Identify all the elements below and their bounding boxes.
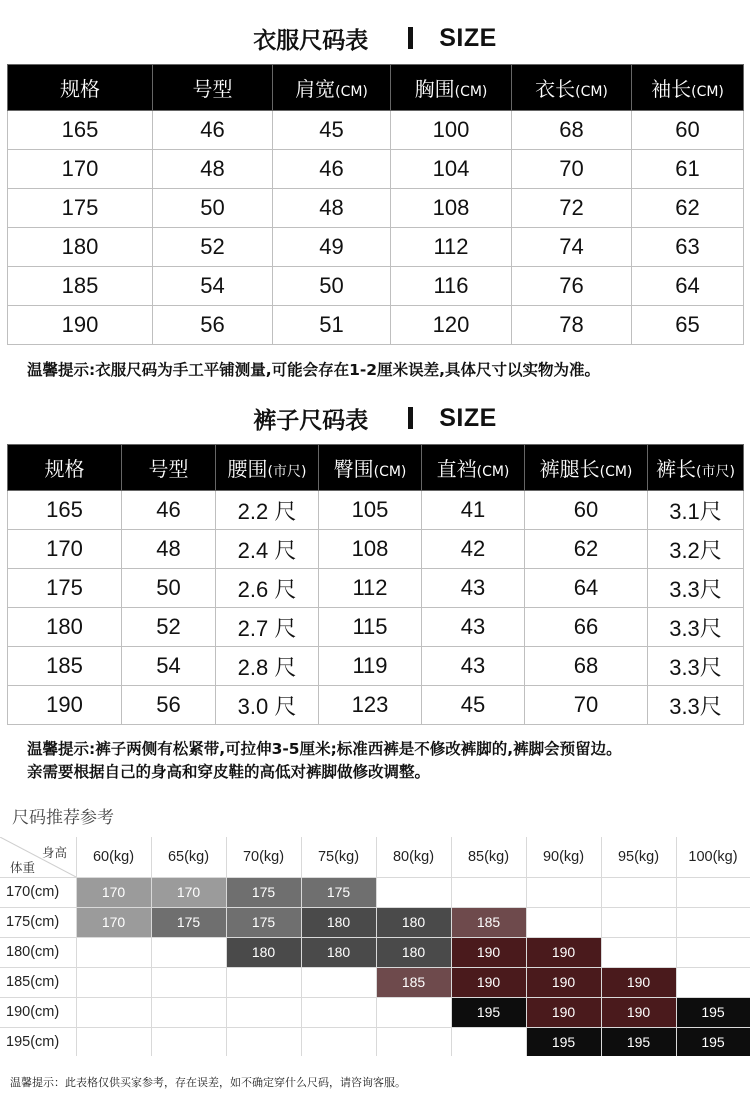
column-label: 号型 [192, 77, 233, 101]
size-cell: 195 [601, 1027, 676, 1056]
table-cell: 54 [153, 267, 273, 306]
table-cell: 108 [391, 189, 512, 228]
table-cell: 43 [422, 608, 525, 647]
shirt-size-word: SIZE [439, 23, 497, 52]
column-label: 肩宽 [295, 77, 336, 101]
table-row [8, 111, 744, 150]
table-cell: 175 [8, 569, 122, 608]
column-label: 裤长 [656, 457, 697, 481]
column-unit: (市尺) [267, 464, 307, 480]
shirt-note: 温馨提示:衣服尺码为手工平铺测量,可能会存在1-2厘米误差,具体尺寸以实物为准。 [27, 361, 600, 379]
grid-line [0, 967, 750, 968]
table-cell: 46 [273, 150, 391, 189]
grid-line [0, 1027, 750, 1028]
table-cell: 2.7 尺 [216, 608, 319, 647]
weight-header: 95(kg) [617, 849, 660, 865]
pants-table-header [8, 445, 744, 491]
column-label: 腰围 [227, 457, 268, 481]
size-cell: 180 [376, 907, 451, 937]
column-label: 臀围 [333, 457, 374, 481]
column-header [648, 445, 744, 491]
shirt-title-text: 衣服尺码表 [253, 27, 369, 54]
size-cell: 185 [376, 967, 451, 997]
table-cell: 180 [8, 228, 153, 267]
table-cell: 3.0 尺 [216, 686, 319, 725]
table-row [8, 306, 744, 345]
corner-weight-label: 体重 [10, 860, 36, 875]
table-cell: 50 [153, 189, 273, 228]
size-cell: 190 [526, 937, 601, 967]
column-unit: (CM) [691, 84, 724, 100]
title-divider [408, 27, 413, 49]
title-divider [408, 407, 413, 429]
table-row [8, 150, 744, 189]
column-label: 规格 [60, 77, 100, 101]
weight-header: 80(kg) [392, 849, 435, 865]
table-cell: 41 [422, 491, 525, 530]
footer-note: 温馨提示：此表格仅供买家参考，存在误差，如不确定穿什么尺码，请咨询客服。 [10, 1076, 406, 1089]
column-header [632, 65, 744, 111]
table-cell: 43 [422, 569, 525, 608]
table-cell: 76 [512, 267, 632, 306]
table-cell: 3.3尺 [648, 608, 744, 647]
column-header [525, 445, 648, 491]
table-cell: 2.8 尺 [216, 647, 319, 686]
table-cell: 49 [273, 228, 391, 267]
height-label: 180(cm) [6, 944, 60, 960]
column-unit: (CM) [373, 464, 407, 480]
table-cell: 3.3尺 [648, 686, 744, 725]
column-unit: (CM) [599, 464, 633, 480]
size-cell: 170 [76, 877, 151, 907]
size-cell: 190 [601, 997, 676, 1027]
table-cell: 175 [8, 189, 153, 228]
table-cell: 112 [319, 569, 422, 608]
size-cell: 190 [451, 937, 526, 967]
table-cell: 46 [122, 491, 216, 530]
shirt-size-title [0, 22, 750, 54]
pants-note-line2: 亲需要根据自己的身高和穿皮鞋的高低对裤脚做修改调整。 [27, 763, 431, 781]
size-cell: 175 [226, 907, 301, 937]
column-header [216, 445, 319, 491]
table-cell: 185 [8, 267, 153, 306]
table-cell: 70 [512, 150, 632, 189]
table-cell: 3.1尺 [648, 491, 744, 530]
table-cell: 56 [153, 306, 273, 345]
table-cell: 68 [525, 647, 648, 686]
table-cell: 180 [8, 608, 122, 647]
table-cell: 64 [525, 569, 648, 608]
column-unit: (CM) [335, 84, 368, 100]
size-cell: 175 [226, 877, 301, 907]
size-cell: 190 [601, 967, 676, 997]
size-cell: 195 [676, 997, 750, 1027]
column-header [422, 445, 525, 491]
table-row [8, 491, 744, 530]
table-cell: 112 [391, 228, 512, 267]
grid-line [0, 907, 750, 908]
column-unit: (CM) [575, 84, 608, 100]
recommend-grid [0, 837, 750, 1056]
table-cell: 115 [319, 608, 422, 647]
column-header [8, 65, 153, 111]
table-cell: 43 [422, 647, 525, 686]
table-cell: 165 [8, 491, 122, 530]
size-cell: 195 [676, 1027, 750, 1056]
table-cell: 48 [273, 189, 391, 228]
column-label: 胸围 [414, 77, 455, 101]
shirt-table-body [8, 111, 744, 345]
table-cell: 72 [512, 189, 632, 228]
grid-line [0, 997, 750, 998]
column-label: 衣长 [535, 77, 576, 101]
table-cell: 52 [153, 228, 273, 267]
weight-header: 75(kg) [317, 849, 360, 865]
table-cell: 190 [8, 686, 122, 725]
pants-note-line1: 温馨提示:裤子两侧有松紧带,可拉伸3-5厘米;标准西裤是不修改裤脚的,裤脚会预留边。 [27, 740, 622, 758]
size-cell: 180 [301, 937, 376, 967]
table-cell: 62 [632, 189, 744, 228]
table-cell: 48 [153, 150, 273, 189]
table-cell: 2.4 尺 [216, 530, 319, 569]
height-label: 190(cm) [6, 1004, 60, 1020]
recommend-title: 尺码推荐参考 [12, 808, 114, 828]
size-cell: 170 [76, 907, 151, 937]
table-cell: 50 [273, 267, 391, 306]
table-cell: 3.3尺 [648, 569, 744, 608]
table-cell: 104 [391, 150, 512, 189]
table-row [8, 189, 744, 228]
table-cell: 50 [122, 569, 216, 608]
height-label: 170(cm) [6, 884, 60, 900]
table-cell: 123 [319, 686, 422, 725]
pants-size-table [7, 444, 744, 725]
weight-header: 60(kg) [92, 849, 135, 865]
table-cell: 62 [525, 530, 648, 569]
table-cell: 74 [512, 228, 632, 267]
table-row [8, 686, 744, 725]
table-cell: 66 [525, 608, 648, 647]
table-row [8, 569, 744, 608]
size-cell: 175 [301, 877, 376, 907]
table-row [8, 530, 744, 569]
table-row [8, 608, 744, 647]
size-cell: 190 [451, 967, 526, 997]
table-cell: 52 [122, 608, 216, 647]
pants-title-text: 裤子尺码表 [253, 407, 369, 434]
shirt-table-header [8, 65, 744, 111]
weight-header: 70(kg) [242, 849, 285, 865]
table-row [8, 228, 744, 267]
pants-table-body [8, 491, 744, 725]
column-header [153, 65, 273, 111]
table-cell: 119 [319, 647, 422, 686]
table-row [8, 267, 744, 306]
column-header [391, 65, 512, 111]
table-cell: 108 [319, 530, 422, 569]
weight-header: 85(kg) [467, 849, 510, 865]
table-cell: 60 [632, 111, 744, 150]
table-cell: 54 [122, 647, 216, 686]
table-cell: 48 [122, 530, 216, 569]
column-header [512, 65, 632, 111]
grid-line [0, 877, 750, 878]
corner-height-label: 身高 [42, 845, 68, 860]
column-header [8, 445, 122, 491]
grid-line [0, 937, 750, 938]
column-unit: (CM) [476, 464, 510, 480]
table-cell: 78 [512, 306, 632, 345]
height-label: 195(cm) [6, 1033, 60, 1050]
table-cell: 2.2 尺 [216, 491, 319, 530]
table-cell: 190 [8, 306, 153, 345]
size-cell: 170 [151, 877, 226, 907]
column-label: 直裆 [436, 457, 477, 481]
size-cell: 180 [301, 907, 376, 937]
shirt-size-table [7, 64, 744, 345]
table-cell: 100 [391, 111, 512, 150]
table-cell: 56 [122, 686, 216, 725]
height-label: 175(cm) [6, 914, 60, 930]
column-unit: (CM) [454, 84, 488, 100]
column-header [273, 65, 391, 111]
column-label: 裤腿长 [539, 457, 600, 481]
table-cell: 45 [273, 111, 391, 150]
column-unit: (市尺) [696, 464, 735, 480]
size-cell: 190 [526, 967, 601, 997]
column-header [122, 445, 216, 491]
table-cell: 3.3尺 [648, 647, 744, 686]
table-cell: 120 [391, 306, 512, 345]
column-label: 规格 [44, 457, 85, 481]
table-cell: 42 [422, 530, 525, 569]
size-cell: 180 [376, 937, 451, 967]
column-header [319, 445, 422, 491]
size-cell: 175 [151, 907, 226, 937]
table-cell: 64 [632, 267, 744, 306]
table-cell: 46 [153, 111, 273, 150]
table-cell: 2.6 尺 [216, 569, 319, 608]
column-label: 袖长 [651, 77, 692, 101]
table-cell: 60 [525, 491, 648, 530]
table-cell: 70 [525, 686, 648, 725]
table-cell: 165 [8, 111, 153, 150]
table-cell: 170 [8, 530, 122, 569]
table-cell: 51 [273, 306, 391, 345]
size-cell: 195 [526, 1027, 601, 1056]
weight-header: 90(kg) [542, 849, 585, 865]
table-cell: 185 [8, 647, 122, 686]
table-cell: 63 [632, 228, 744, 267]
table-cell: 105 [319, 491, 422, 530]
size-cell: 195 [451, 997, 526, 1027]
size-cell: 185 [451, 907, 526, 937]
table-cell: 45 [422, 686, 525, 725]
table-cell: 68 [512, 111, 632, 150]
weight-header: 65(kg) [167, 849, 210, 865]
table-cell: 61 [632, 150, 744, 189]
table-cell: 116 [391, 267, 512, 306]
size-cell: 180 [226, 937, 301, 967]
size-cell: 190 [526, 997, 601, 1027]
table-cell: 3.2尺 [648, 530, 744, 569]
height-label: 185(cm) [6, 974, 60, 990]
pants-size-title [0, 402, 750, 434]
weight-header: 100(kg) [688, 849, 738, 865]
table-row [8, 647, 744, 686]
pants-size-word: SIZE [439, 403, 497, 432]
table-cell: 65 [632, 306, 744, 345]
column-label: 号型 [148, 457, 189, 481]
table-cell: 170 [8, 150, 153, 189]
